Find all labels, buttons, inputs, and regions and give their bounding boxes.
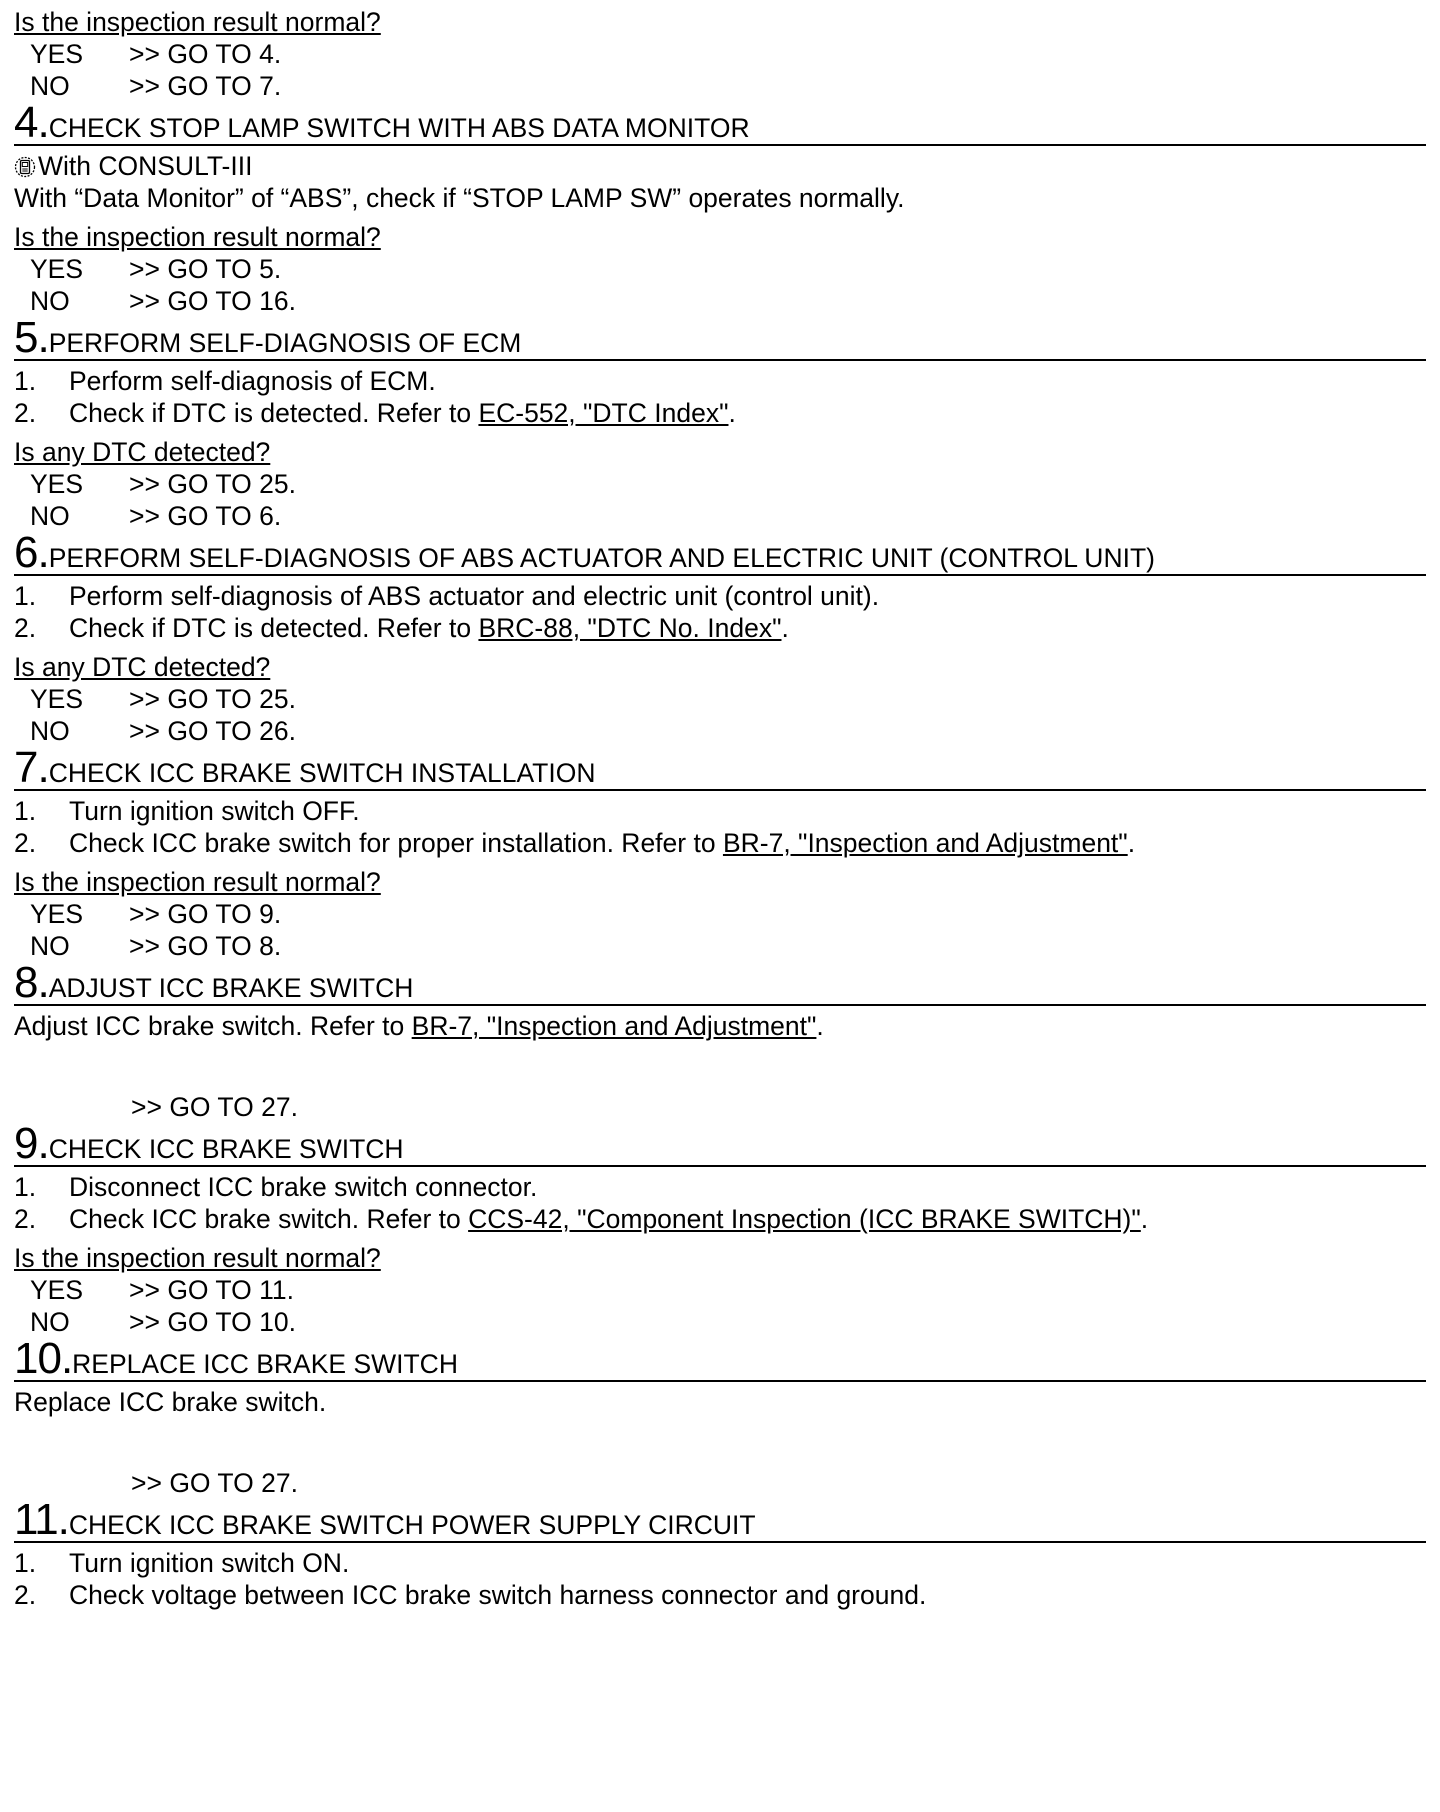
- step-index: 1.: [14, 366, 37, 396]
- reference-link[interactable]: BR-7, "Inspection and Adjustment": [411, 1011, 817, 1041]
- no-answer: [14, 715, 1426, 747]
- inspection-question: Is the inspection result normal?: [14, 222, 381, 252]
- yes-answer: [14, 253, 1426, 285]
- yes-action: >> GO TO 4.: [129, 39, 282, 69]
- step-index: 2.: [14, 1580, 37, 1610]
- goto-action: >> GO TO 27.: [131, 1092, 298, 1122]
- step-text: Turn ignition switch ON.: [69, 1548, 350, 1578]
- yes-label: YES: [30, 254, 84, 284]
- step-heading-6: [14, 528, 1426, 577]
- instruction-text-end: .: [816, 1011, 824, 1041]
- procedure-step: [14, 827, 1426, 859]
- step-number: 11.: [14, 1495, 69, 1544]
- no-label: NO: [30, 716, 70, 746]
- step-number: 5.: [14, 313, 49, 362]
- step-text: Perform self-diagnosis of ABS actuator and electric unit (control unit).: [69, 581, 880, 611]
- step-text: Check if DTC is detected. Refer to: [69, 613, 479, 643]
- no-label: NO: [30, 931, 70, 961]
- step-index: 1.: [14, 1548, 37, 1578]
- step-index: 2.: [14, 1204, 37, 1234]
- step-heading-9: [14, 1119, 1426, 1168]
- yes-label: YES: [30, 1275, 84, 1305]
- yes-label: YES: [30, 469, 84, 499]
- step-text-end: .: [1127, 828, 1136, 858]
- step-title: CHECK ICC BRAKE SWITCH POWER SUPPLY CIRCUIT: [68, 1510, 756, 1540]
- step-text: Disconnect ICC brake switch connector.: [69, 1172, 538, 1202]
- service-manual-page: [14, 6, 1426, 1611]
- no-action: >> GO TO 16.: [129, 286, 296, 316]
- yes-label: YES: [30, 684, 84, 714]
- step-number: 8.: [14, 958, 49, 1007]
- reference-link[interactable]: BRC-88, "DTC No. Index": [478, 613, 782, 643]
- no-action: >> GO TO 10.: [129, 1307, 296, 1337]
- step-title: ADJUST ICC BRAKE SWITCH: [48, 973, 414, 1003]
- no-answer: [14, 1306, 1426, 1338]
- yes-action: >> GO TO 5.: [129, 254, 282, 284]
- dtc-question: Is any DTC detected?: [14, 437, 271, 467]
- yes-action: >> GO TO 25.: [129, 684, 296, 714]
- reference-link[interactable]: CCS-42, "Component Inspection (ICC BRAKE SWITCH)": [468, 1204, 1141, 1234]
- step-text: Check if DTC is detected. Refer to: [69, 398, 479, 428]
- step-number: 4.: [14, 98, 49, 147]
- no-action: >> GO TO 26.: [129, 716, 296, 746]
- yes-answer: [14, 468, 1426, 500]
- no-action: >> GO TO 8.: [129, 931, 282, 961]
- step-number: 7.: [14, 743, 49, 792]
- step-text: Check ICC brake switch for proper installation. Refer to: [69, 828, 723, 858]
- instruction-text: Replace ICC brake switch.: [14, 1387, 327, 1417]
- instruction-text: With “Data Monitor” of “ABS”, check if “STOP LAMP SW” operates normally.: [14, 183, 905, 213]
- step-title: PERFORM SELF-DIAGNOSIS OF ABS ACTUATOR AND ELECTRIC UNIT (CONTROL UNIT): [48, 543, 1155, 573]
- inspection-question: Is the inspection result normal?: [14, 1243, 381, 1273]
- instruction-text: [14, 1010, 1426, 1042]
- yes-answer: [14, 898, 1426, 930]
- step-text: Turn ignition switch OFF.: [69, 796, 360, 826]
- no-action: >> GO TO 6.: [129, 501, 282, 531]
- procedure-step: [14, 1547, 1426, 1579]
- no-answer: [14, 285, 1426, 317]
- step-text: Perform self-diagnosis of ECM.: [69, 366, 436, 396]
- yes-action: >> GO TO 9.: [129, 899, 282, 929]
- procedure-step: [14, 1579, 1426, 1611]
- step-index: 1.: [14, 1172, 37, 1202]
- inspection-question: Is the inspection result normal?: [14, 7, 381, 37]
- step-index: 2.: [14, 398, 37, 428]
- no-label: NO: [30, 286, 70, 316]
- step-title: REPLACE ICC BRAKE SWITCH: [72, 1349, 458, 1379]
- procedure-step: [14, 365, 1426, 397]
- step-text: Check ICC brake switch. Refer to: [69, 1204, 469, 1234]
- consult-tool-icon: [14, 156, 36, 178]
- step-heading-8: [14, 958, 1426, 1007]
- step-text-end: .: [781, 613, 789, 643]
- step-title: CHECK ICC BRAKE SWITCH: [48, 1134, 404, 1164]
- step-title: CHECK STOP LAMP SWITCH WITH ABS DATA MONITOR: [48, 113, 750, 143]
- procedure-step: [14, 580, 1426, 612]
- step-text-end: .: [728, 398, 736, 428]
- no-action: >> GO TO 7.: [129, 71, 282, 101]
- no-answer: [14, 70, 1426, 102]
- consult-label: With CONSULT-III: [38, 151, 253, 181]
- consult-line: [14, 150, 1426, 182]
- no-label: NO: [30, 71, 70, 101]
- reference-link[interactable]: EC-552, "DTC Index": [478, 398, 729, 428]
- procedure-step: [14, 397, 1426, 429]
- step-heading-7: [14, 743, 1426, 792]
- yes-label: YES: [30, 39, 84, 69]
- step-heading-5: [14, 313, 1426, 362]
- step-number: 9.: [14, 1119, 49, 1168]
- yes-answer: [14, 683, 1426, 715]
- no-label: NO: [30, 501, 70, 531]
- step-title: PERFORM SELF-DIAGNOSIS OF ECM: [48, 328, 522, 358]
- procedure-step: [14, 1171, 1426, 1203]
- no-label: NO: [30, 1307, 70, 1337]
- dtc-question: Is any DTC detected?: [14, 652, 271, 682]
- step-index: 1.: [14, 581, 37, 611]
- procedure-step: [14, 612, 1426, 644]
- step-index: 2.: [14, 613, 37, 643]
- step-text-end: .: [1140, 1204, 1149, 1234]
- yes-label: YES: [30, 899, 84, 929]
- step-heading-10: [14, 1334, 1426, 1383]
- step-index: 1.: [14, 796, 37, 826]
- instruction-text-start: Adjust ICC brake switch. Refer to: [14, 1011, 412, 1041]
- step-index: 2.: [14, 828, 37, 858]
- yes-answer: [14, 1274, 1426, 1306]
- yes-action: >> GO TO 25.: [129, 469, 296, 499]
- step-title: CHECK ICC BRAKE SWITCH INSTALLATION: [48, 758, 596, 788]
- inspection-question: Is the inspection result normal?: [14, 867, 381, 897]
- step-number: 10.: [14, 1334, 73, 1383]
- no-answer: [14, 930, 1426, 962]
- step-text: Check voltage between ICC brake switch harness connector and ground.: [69, 1580, 927, 1610]
- step-heading-11: [14, 1495, 1426, 1544]
- step-heading-4: [14, 98, 1426, 147]
- goto-action: >> GO TO 27.: [131, 1468, 298, 1498]
- no-answer: [14, 500, 1426, 532]
- procedure-step: [14, 1203, 1426, 1235]
- step-number: 6.: [14, 528, 49, 577]
- yes-answer: [14, 38, 1426, 70]
- yes-action: >> GO TO 11.: [129, 1275, 294, 1305]
- procedure-step: [14, 795, 1426, 827]
- reference-link[interactable]: BR-7, "Inspection and Adjustment": [722, 828, 1128, 858]
